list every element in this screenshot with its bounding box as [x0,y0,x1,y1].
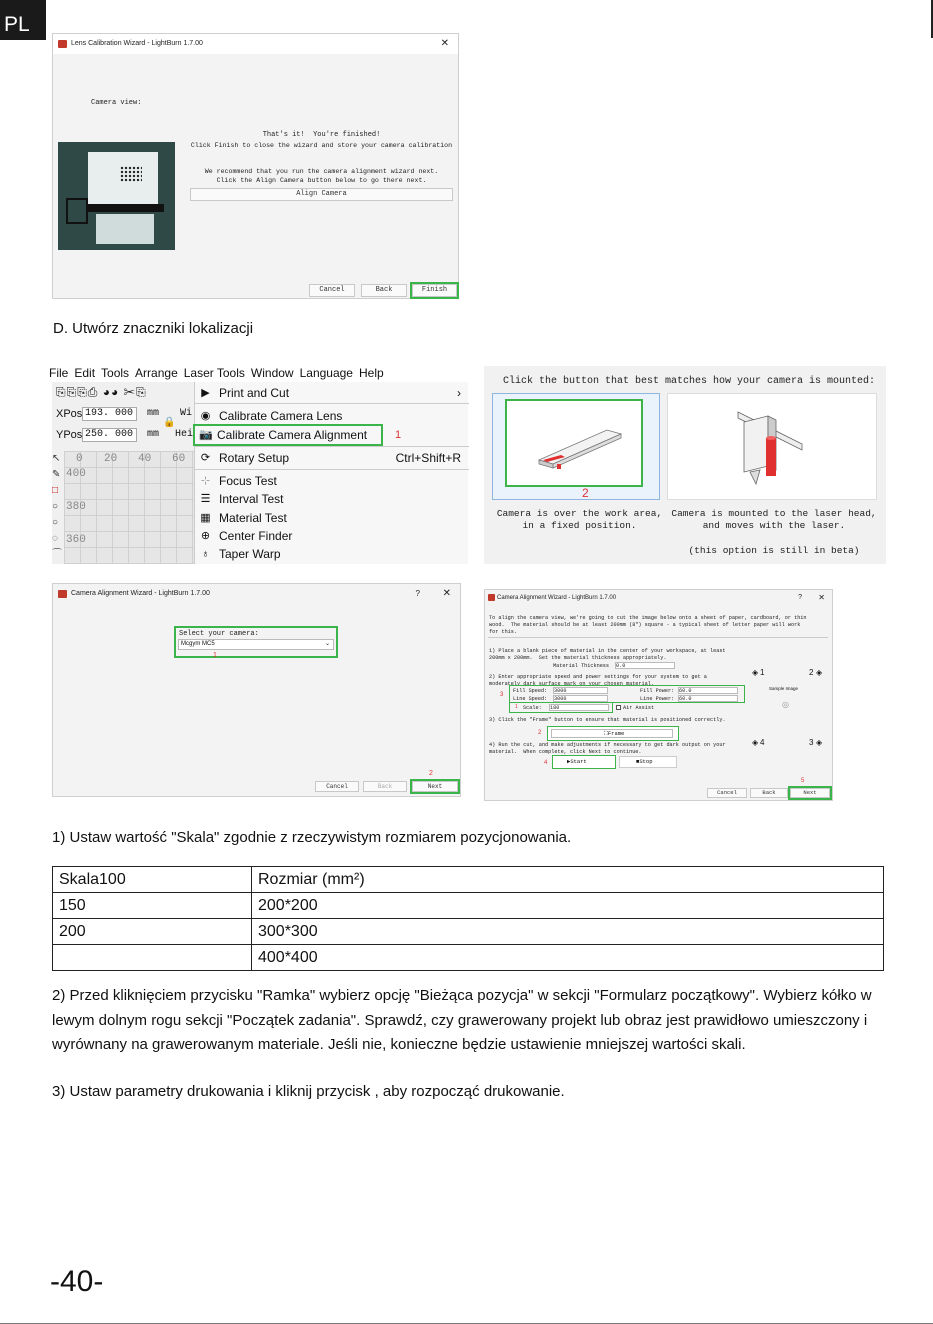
material-icon: ▦ [200,512,211,524]
crosshair-icon: ◈ [816,738,823,747]
menu-item-label: Center Finder [219,529,293,543]
air-assist-label: Air Assist [623,705,655,711]
frame-button[interactable] [548,727,678,740]
corner-label-2: 2 [809,668,814,677]
crosshair-icon: ◈ [816,668,823,677]
stop-icon: ■ [636,758,640,765]
laser-tools-dropdown [194,382,468,564]
window-title: Camera Alignment Wizard - LightBurn 1.7.00 [71,590,210,597]
menu-window[interactable]: Window [250,366,294,380]
table-cell: 300*300 [252,919,884,945]
xpos-unit: mm [147,408,160,419]
option2-line2: and moves with the laser. [702,520,846,531]
step4-text: material. When complete, click Next to continue. [489,749,642,755]
lens-icon: ◉ [200,410,211,422]
sample-image-label: Sample Image [769,686,799,691]
camera-view-label: Camera view: [91,99,142,107]
ypos-unit: mm [147,429,160,440]
language-tab: PL [0,0,46,40]
menu-item-calibrate-camera-alignment[interactable] [195,426,469,444]
menu-item-calibrate-camera-lens[interactable] [195,407,469,425]
start-label: Start [570,758,587,765]
intro-line: for this. [489,629,518,635]
thickness-label: Material Thickness [553,663,610,669]
step-marker-1: 1 [213,652,217,659]
close-icon[interactable]: ✕ [818,593,825,602]
instruction-1: 1) Ustaw wartość "Skala" zgodnie z rzeczywistym rozmiarem pozycjonowania. [52,829,572,846]
scale-input[interactable]: 180 [549,704,609,711]
focus-icon: ⊹ [200,475,211,487]
recommend-line-1: We recommend that you run the camera alignment wizard next. [204,168,439,175]
window-titlebar [53,584,460,604]
shortcut-label: Ctrl+Shift+R [395,451,461,465]
menu-laser-tools[interactable]: Laser Tools [183,366,245,380]
head-camera-illustration [728,404,818,494]
close-icon[interactable]: ✕ [440,38,449,49]
step-marker-4: 4 [544,760,548,766]
menu-item-label: Material Test [219,511,287,525]
play-icon: ▶ [201,387,210,399]
step2-text: moderately dark surface mark on your chosen material. [489,681,654,687]
menu-item-interval-test[interactable] [195,490,469,508]
fill-power-input[interactable]: 60.0 [678,687,738,694]
corner-label-1: 1 [760,668,765,677]
align-camera-button[interactable]: Align Camera [190,188,453,201]
beta-note: (this option is still in beta) [688,545,860,556]
table-header-cell: Rozmiar (mm²) [252,867,884,893]
menu-item-label: Calibrate Camera Lens [219,409,343,423]
camera-alignment-select-window [52,583,461,797]
height-label: Hei [175,429,194,440]
table-cell: 400*400 [252,945,884,971]
chevron-down-icon: ⌄ [324,641,330,647]
table-row [53,945,884,971]
camera-select-value: Mcgym MC5 [181,641,215,647]
sample-image-panel [747,660,829,760]
center-icon: ⊕ [200,530,211,542]
cancel-button[interactable]: Cancel [315,781,359,792]
menu-item-label: Calibrate Camera Alignment [195,426,381,444]
scale-table [52,866,884,971]
step-marker: 1 [395,429,402,441]
table-row [53,919,884,945]
option1-line1: Camera is over the work area, [496,508,663,519]
ypos-label: YPos [56,429,83,441]
finish-button[interactable]: Finish [412,284,457,297]
step3-text: 3) Click the "Frame" button to ensure that material is positioned correctly. [489,717,726,723]
camera-select[interactable] [178,639,334,650]
cancel-button[interactable]: Cancel [707,788,747,798]
air-assist-checkbox[interactable] [616,705,621,710]
interval-icon: ☰ [200,493,211,505]
line-speed-label: Line Speed: [513,696,548,702]
stop-label: Stop [639,758,653,765]
table-cell: 200*200 [252,893,884,919]
submenu-arrow: › [457,386,461,400]
laser-tools-menu-screenshot [49,365,468,564]
back-button[interactable]: Back [750,788,788,798]
frame-label: Frame [607,730,625,737]
ruler-tick: 40 [138,453,152,465]
menu-item-label: Focus Test [219,474,277,488]
next-button[interactable]: Next [790,788,830,798]
menu-tools[interactable]: Tools [101,366,130,380]
play-icon: ▶ [567,758,571,765]
instruction-3: 3) Ustaw parametry drukowania i kliknij przycisk , aby rozpocząć drukowanie. [52,1083,565,1100]
fill-speed-input[interactable]: 3000 [553,687,608,694]
step1-text: 200mm x 200mm. Set the material thickness appropriately. [489,655,667,661]
recommend-line-2: Click the Align Camera button below to go there next. [216,177,427,184]
ruler-tick: 400 [66,468,86,480]
lightburn-logo-icon [488,594,495,601]
step2-text: 2) Enter appropriate speed and power settings for your system to get a [489,674,707,680]
start-button[interactable] [553,756,615,768]
center-target-icon: ◎ [782,700,789,709]
menu-arrange[interactable]: Arrange [135,366,178,380]
thickness-input[interactable]: 0.0 [615,662,675,669]
finished-line-2: Click Finish to close the wizard and store your camera calibration [190,142,453,149]
select-camera-label: Select your camera: [179,630,259,638]
page-number: -40- [50,1265,104,1298]
intro-line: To align the camera view, we're going to cut the image below onto a sheet of paper, cardboard, or thin [489,615,807,621]
step-marker-1: 1 [515,704,518,710]
fixed-camera-option[interactable] [492,393,660,500]
table-row [53,893,884,919]
ruler-tick: 20 [104,453,118,465]
menu-language[interactable]: Language [299,366,353,380]
fixed-camera-illustration [537,424,627,474]
help-icon[interactable]: ? [415,589,420,598]
crosshair-icon: ◈ [752,668,759,677]
scale-label: Scale: [523,705,542,711]
window-title: Camera Alignment Wizard - LightBurn 1.7.00 [497,595,617,601]
menu-item-label: Taper Warp [219,547,281,561]
menu-item-label: Rotary Setup [219,451,290,465]
step-marker-2: 2 [538,730,542,736]
option2-line1: Camera is mounted to the laser head, [671,508,877,519]
step-marker-5: 5 [801,778,805,784]
step4-text: 4) Run the cut, and make adjustments if necessary to get dark output on your [489,742,726,748]
menu-edit[interactable]: Edit [74,366,96,380]
camera-icon: 📷 [199,429,213,441]
ruler-tick: 60 [172,453,186,465]
table-cell: 200 [53,919,252,945]
lock-icon[interactable]: 🔒 [163,417,176,428]
table-cell: 150 [53,893,252,919]
ruler-tick: 0 [76,453,83,465]
section-d-heading: D. Utwórz znaczniki lokalizacji [53,320,254,337]
menu-item-label: Print and Cut [219,386,290,400]
instruction-2: 2) Przed kliknięciem przycisku "Ramka" wybierz opcję "Bieżąca pozycja" w sekcji "Formularz początkowy". Wybierz kółko w lewym dolnym rogu sekcji "Początek zadania". Sprawdź, czy grawerowany projekt lub obraz jest prawidłowo umieszczony i wyrównany na grawerowanym materiale. Jeśli nie, konieczne będzie ustawienie mniejszej wartości skali. [52,987,872,1053]
fill-power-label: Fill Power: [640,688,675,694]
menu-file[interactable]: File [49,366,69,380]
menu-item-rotary-setup[interactable] [195,449,469,467]
back-button[interactable]: Back [361,284,407,297]
lens-calibration-window [52,33,459,299]
lightburn-logo-icon [58,40,67,48]
menu-item-center-finder[interactable] [195,527,469,545]
table-header-row [53,867,884,893]
menu-item-focus-test[interactable] [195,472,469,490]
menu-item-print-and-cut[interactable] [195,384,469,402]
step-marker-3: 3 [500,692,504,698]
line-power-input[interactable]: 60.0 [678,695,738,702]
next-button[interactable]: Next [412,781,458,792]
camera-mount-selection [484,366,886,564]
menu-item-label: Interval Test [219,492,284,506]
xpos-label: XPos [56,408,83,420]
cancel-button[interactable]: Cancel [309,284,355,297]
taper-icon: ♁ [201,548,210,560]
line-power-label: Line Power: [640,696,675,702]
line-speed-input[interactable]: 3000 [553,695,608,702]
left-toolbar: ↖ ✎ □ ○ ○ ◌ ⌒ [52,453,62,560]
menubar [49,365,468,382]
fill-speed-label: Fill Speed: [513,688,548,694]
menu-item-taper-warp[interactable] [195,545,469,563]
mount-prompt: Click the button that best matches how your camera is mounted: [503,376,876,387]
frame-icon: ⛶ [604,730,608,737]
help-icon[interactable]: ? [798,594,802,601]
camera-preview-image [58,142,175,250]
option1-line2: in a fixed position. [522,520,637,531]
lightburn-logo-icon [58,590,67,598]
close-icon[interactable]: ✕ [442,588,451,599]
head-camera-option[interactable] [667,393,877,500]
width-label: Wi [180,408,193,419]
corner-label-3: 3 [809,738,814,747]
rotary-icon: ⟳ [200,452,211,464]
window-titlebar [485,590,832,606]
menu-item-material-test[interactable] [195,509,469,527]
corner-label-4: 4 [760,738,765,747]
finished-line-1: That's it! You're finished! [262,131,381,139]
menu-help[interactable]: Help [358,366,384,380]
camera-alignment-settings-window [484,589,833,801]
stop-button[interactable] [619,756,677,768]
step1-text: 1) Place a blank piece of material in the center of your workspace, at least [489,648,726,654]
xpos-input[interactable]: 193. 000 [82,407,137,421]
ruler-tick: 360 [66,534,86,546]
step-marker-2: 2 [429,770,433,777]
window-titlebar [53,34,458,54]
back-button[interactable]: Back [363,781,407,792]
table-cell [53,945,252,971]
window-title: Lens Calibration Wizard - LightBurn 1.7.00 [71,40,203,47]
option-marker: 2 [582,486,589,500]
ypos-input[interactable]: 250. 000 [82,428,137,442]
ruler-tick: 380 [66,501,86,513]
table-header-cell: Skala100 [53,867,252,893]
toolbar-icons: ⎘⎘⎘⎙ ◕◕ ✂⎘ [56,385,147,399]
canvas-area [64,451,194,564]
intro-line: wood. The material should be at least 200mm (8") square - a typical sheet of letter paper will work [489,622,801,628]
crosshair-icon: ◈ [752,738,759,747]
